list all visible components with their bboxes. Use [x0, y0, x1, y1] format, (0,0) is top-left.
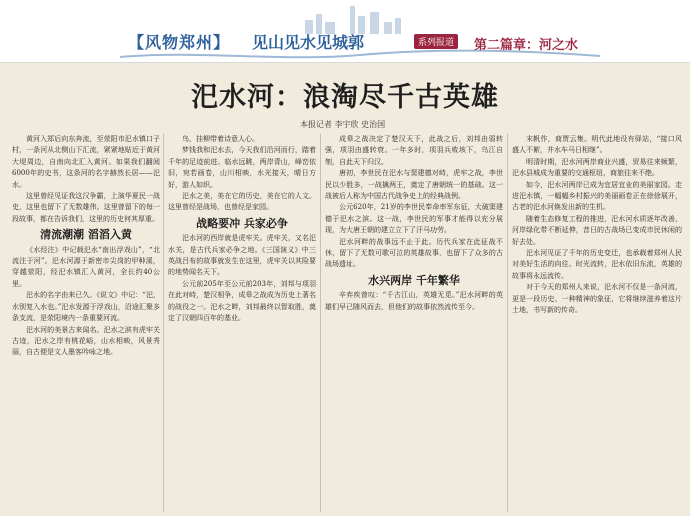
section-heading: 清流潮潮 滔滔入黄	[40, 228, 132, 242]
paragraph: 末帆作，商贾云集。明代此地设有驿站，“接口风盛人不絮，井水车马日相继”。	[512, 135, 682, 155]
paragraph: 成皋之战决定了楚汉天下，此战之后，刘邦由弱转强，项羽由盛转衰。一年多时，项羽兵败垓下，乌江自刎，自此天下归汉。	[325, 135, 503, 166]
paragraph: 明清时期，汜水河两岸商业兴盛，贸易往来频繁，汜水县城成为重要的交通枢纽，商旅往来不绝。	[512, 157, 682, 178]
paragraph: 梦钱我和汜水去，今天我们沿河而行，踏着千年的足迹前进。临水远眺，两岸青山，峰峦依旧，宛若画卷，山川相映，水光接天，晴日方好，游人如织。	[168, 146, 316, 189]
paragraph: 鸟，挂柳带着诗意人心。	[182, 135, 259, 143]
bracket-right: 】	[213, 35, 231, 52]
article-title: 汜水河：浪淘尽千古英雄	[191, 82, 499, 113]
text-column-1	[12, 134, 160, 512]
paragraph: 汜水之美，美在它的历史，美在它的人文。这里曾经是战场，也曾经是家园。	[168, 192, 316, 212]
paragraph: 黄河入郑后向东奔流，至荥阳市汜水镇口子村，一条河从北侧山下汇流，紧紧地贴近于黄河大堤周边，自南向北汇入黄河。如果我们翻阅6000年的史书，这条河的名字赫然长居——汜水。	[12, 135, 160, 189]
paragraph: 汜水河的美景古来闻名。汜水之滨有虎牢关古迹，汜水之岸有桃花峪，山水相映，风景秀丽，自古便是文人墨客吟咏之地。	[12, 325, 160, 357]
column-name: 风物郑州	[145, 35, 214, 52]
text-column-3	[325, 134, 503, 512]
column-divider	[163, 134, 164, 512]
section-heading: 水兴两岸 千年繁华	[368, 273, 460, 287]
series-badge: 系列报道	[414, 34, 458, 49]
paragraph: 汜水的名字由来已久。《说文》中记：“汜，水别复入水也。”汜水发源于浮戏山，沿途汇聚多条支流，是荥阳境内一条重要河流。	[12, 291, 160, 323]
paragraph: 《水经注》中记载汜水“南出浮戏山”，“北流注于河”。汜水河源于新密市尖岗的甲种溪，穿越荥阳，经汜水镇汇入黄河，全长约40公里。	[12, 245, 160, 288]
paragraph: 唐初，李世民在汜水与窦建德对峙，虎牢之战，李世民以少胜多，一战擒两王，奠定了唐朝统一的基础。这一战被后人称为中国古代战争史上的经典战例。	[325, 169, 503, 201]
paragraph: 辛弃疾曾叹：“千古江山，英雄无觅。”汜水河畔的英雄们早已随风而去，但他们的故事依然流传至今。	[325, 291, 503, 311]
text-column-4	[512, 134, 682, 512]
bracket-left: 【	[128, 35, 146, 52]
masthead-banner	[0, 0, 690, 63]
column-divider	[507, 134, 508, 512]
paragraph: 汜水河畔的战事远不止于此。历代兵家在此征战不休，留下了无数可歌可泣的英雄故事，也留下了众多的古战场遗址。	[325, 237, 503, 269]
column-divider	[320, 134, 321, 512]
chapter-label: 第二篇章：河之水	[474, 37, 579, 52]
paragraph: 这里曾经见证我这汉争霸，上演华夏民一战史，这里也留下了无数雄伟。这里曾留下的每一段故事，都在告诉我们，这里的历史何其厚重。	[12, 192, 160, 223]
paragraph: 随着生态修复工程的推进，汜水河水质逐年改善，河岸绿化带不断延伸，昔日的古战场已变成市民休闲的好去处。	[512, 214, 682, 246]
section-heading: 战略要冲 兵家必争	[196, 216, 288, 230]
paragraph: 对于今天的郑州人来说，汜水河不仅是一条河流，更是一段历史、一种精神的象征，它将继续滋养着这片土地，书写新的传奇。	[512, 283, 682, 315]
paragraph: 公元620年，21岁的李世民奉命率军东征，大破窦建德于汜水之滨。这一战，李世民的军事才能得以充分展现，为大唐王朝的建立立下了汗马功劳。	[325, 203, 503, 235]
paragraph: 汜水河的西岸就是虎牢关。虎牢关，又名汜水关，是古代兵家必争之地。《三国演义》中三英战吕布的故事就发生在这里，虎牢关以其险要的地势闻名天下。	[168, 234, 316, 277]
paragraph: 汜水河见证了千年的历史变迁，也承载着郑州人民对美好生活的向往。时光流转，汜水依旧东流，英雄的故事将永远流传。	[512, 249, 682, 280]
paragraph: 如今，汜水河两岸已成为宜居宜业的美丽家园。走进汜水镇，一幅幅乡村振兴的美丽画卷正在徐徐展开，古老的汜水河焕发出新的生机。	[512, 180, 682, 212]
text-column-2	[168, 134, 316, 512]
paragraph: 公元前205年至公元前203年，刘邦与项羽在此对峙，楚汉相争，成皋之战成为历史上著名的战役之一。汜水之畔，刘邦最终以智取胜，奠定了汉朝四百年的基业。	[168, 279, 316, 323]
column-name-label	[128, 30, 230, 53]
article-byline: 本报记者 李宇欣 史治国	[300, 120, 386, 129]
series-topic: 见山见水见城郭	[252, 35, 365, 52]
